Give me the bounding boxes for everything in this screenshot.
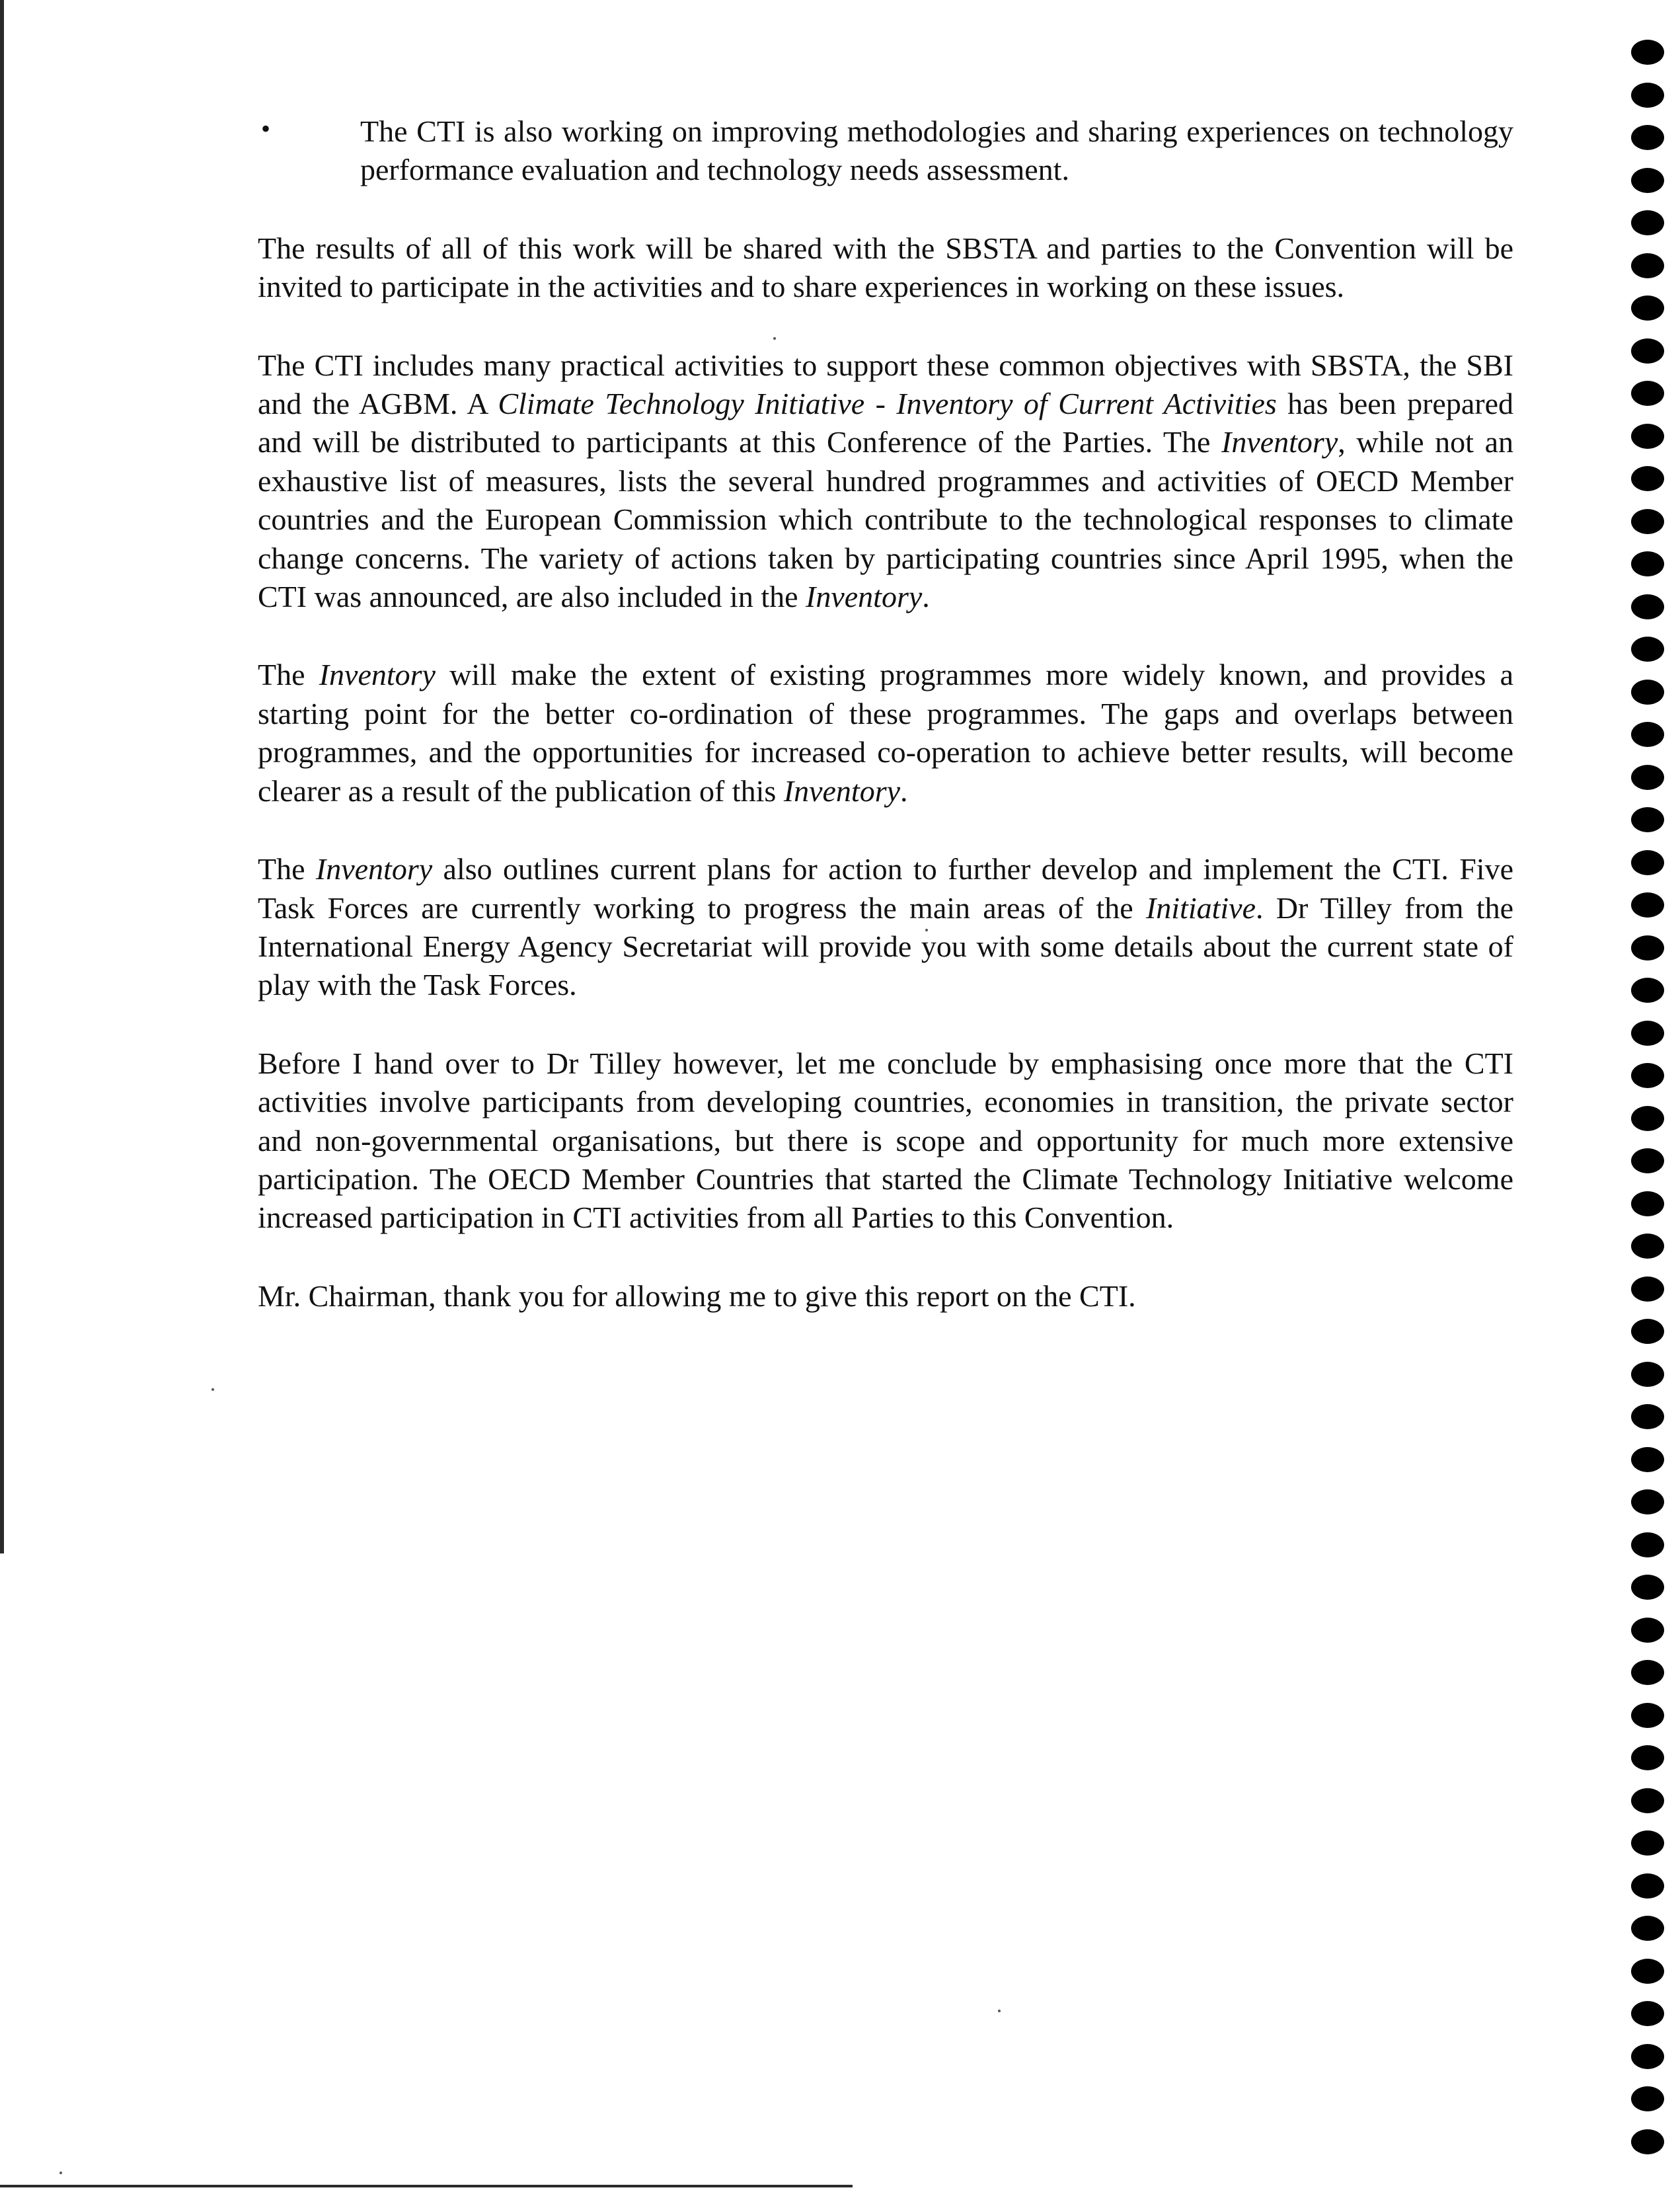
binding-hole	[1631, 1873, 1664, 1899]
paragraph-inventory-known	[258, 656, 1513, 810]
bullet-symbol: •	[261, 114, 271, 143]
scan-speck	[59, 2172, 62, 2174]
binding-hole	[1631, 892, 1664, 918]
text-run: The	[258, 658, 319, 692]
binding-hole	[1631, 1618, 1664, 1643]
binding-hole	[1631, 1319, 1664, 1344]
binding-hole	[1631, 1404, 1664, 1429]
binding-hole	[1631, 1745, 1664, 1770]
binding-hole	[1631, 807, 1664, 832]
inventory-ref: Inventory	[783, 773, 901, 808]
binding-hole	[1631, 1959, 1664, 1984]
paragraph-closing: Mr. Chairman, thank you for allowing me to give this report on the CTI.	[258, 1278, 1136, 1313]
scan-speck	[211, 1388, 214, 1391]
binding-hole	[1631, 551, 1664, 576]
binding-hole	[1631, 1447, 1664, 1472]
binding-hole	[1631, 1830, 1664, 1856]
binding-hole	[1631, 466, 1664, 491]
text-run: The CTI includes many practical activities to support these common objectives with SBSTA, the SBI and the AGBM. A	[258, 348, 1513, 421]
text-run: .	[900, 773, 908, 808]
binding-hole	[1631, 210, 1664, 235]
binding-hole	[1631, 1362, 1664, 1387]
binding-hole	[1631, 850, 1664, 875]
binding-hole	[1631, 338, 1664, 364]
paragraph-cti-activities	[258, 346, 1513, 617]
scan-speck	[998, 2010, 1001, 2012]
bullet-text: The CTI is also working on improving methodologies and sharing experiences on technology performance evaluation and technology needs assessment.	[360, 114, 1513, 187]
initiative-ref: Initiative	[1145, 890, 1256, 925]
binding-hole	[1631, 1063, 1664, 1088]
inventory-title: Climate Technology Initiative - Inventory of Current Activities	[498, 387, 1277, 421]
binding-hole	[1631, 424, 1664, 449]
binding-hole	[1631, 935, 1664, 961]
bullet-item	[258, 112, 1513, 190]
binding-hole	[1631, 1660, 1664, 1685]
binding-hole	[1631, 978, 1664, 1003]
binding-holes	[1631, 40, 1671, 2195]
binding-hole	[1631, 1489, 1664, 1514]
binding-hole	[1631, 1021, 1664, 1046]
binding-hole	[1631, 2001, 1664, 2026]
text-run: The	[258, 852, 316, 886]
text-run: has been prepared and will be distributed to participants at this Conference of the Parties. The	[258, 387, 1514, 459]
binding-hole	[1631, 1788, 1664, 1813]
text-run: also outlines current plans for action to further develop and implement the CTI. Five Task Forces are currently working to progress the main areas of the	[258, 852, 1513, 925]
binding-hole	[1631, 83, 1664, 108]
binding-hole	[1631, 1916, 1664, 1941]
paragraph-task-forces	[258, 850, 1513, 1005]
binding-hole	[1631, 509, 1664, 534]
binding-hole	[1631, 1234, 1664, 1259]
binding-hole	[1631, 765, 1664, 790]
binding-hole	[1631, 2044, 1664, 2069]
binding-hole	[1631, 295, 1664, 321]
text-run: will make the extent of existing programmes more widely known, and provides a starting point for the better co-ordination of these programmes. The gaps and overlaps between programmes, and the opportunities for increased co-operation to achieve better results, will become clearer as a result of the publication of this	[258, 658, 1513, 808]
binding-hole	[1631, 2086, 1664, 2111]
text-run: .	[922, 580, 930, 614]
document-body	[258, 112, 1513, 1355]
binding-hole	[1631, 2129, 1664, 2154]
inventory-ref: Inventory	[315, 852, 433, 886]
binding-hole	[1631, 722, 1664, 747]
binding-hole	[1631, 381, 1664, 406]
scan-bottom-edge	[0, 2185, 853, 2187]
binding-hole	[1631, 1191, 1664, 1216]
binding-hole	[1631, 637, 1664, 662]
inventory-ref: Inventory	[1221, 425, 1338, 459]
binding-hole	[1631, 1532, 1664, 1557]
binding-hole	[1631, 1148, 1664, 1173]
binding-hole	[1631, 1575, 1664, 1600]
paragraph-conclusion: Before I hand over to Dr Tilley however, let me conclude by emphasising once more that the CTI activities involve participants from developing countries, economies in transition, the private sector and non-governmental organisations, but there is scope and opportunity for much more extensive participation. The OECD Member Countries that started the Climate Technology Initiative welcome increased participation in CTI activities from all Parties to this Convention.	[258, 1046, 1513, 1235]
binding-hole	[1631, 168, 1664, 193]
binding-hole	[1631, 680, 1664, 705]
binding-hole	[1631, 253, 1664, 278]
binding-hole	[1631, 594, 1664, 619]
binding-hole	[1631, 1703, 1664, 1728]
binding-hole	[1631, 1276, 1664, 1302]
binding-hole	[1631, 125, 1664, 150]
scan-left-edge	[0, 0, 4, 1553]
inventory-ref: Inventory	[806, 580, 923, 614]
text-run: , while not an exhaustive list of measures, lists the several hundred programmes and activities of OECD Member countries and the European Commission which contribute to the technological responses to climate change concerns. The variety of actions taken by participating countries since April 1995, when the CTI was announced, are also included in the	[258, 425, 1513, 614]
binding-hole	[1631, 1106, 1664, 1131]
inventory-ref: Inventory	[319, 658, 436, 692]
text-run: . Dr Tilley from the International Energy Agency Secretariat will provide you with some details about the current state of play with the Task Forces.	[258, 890, 1513, 1002]
paragraph-results: The results of all of this work will be shared with the SBSTA and parties to the Convention will be invited to participate in the activities and to share experiences in working on these issues.	[258, 231, 1513, 304]
binding-hole	[1631, 40, 1664, 65]
